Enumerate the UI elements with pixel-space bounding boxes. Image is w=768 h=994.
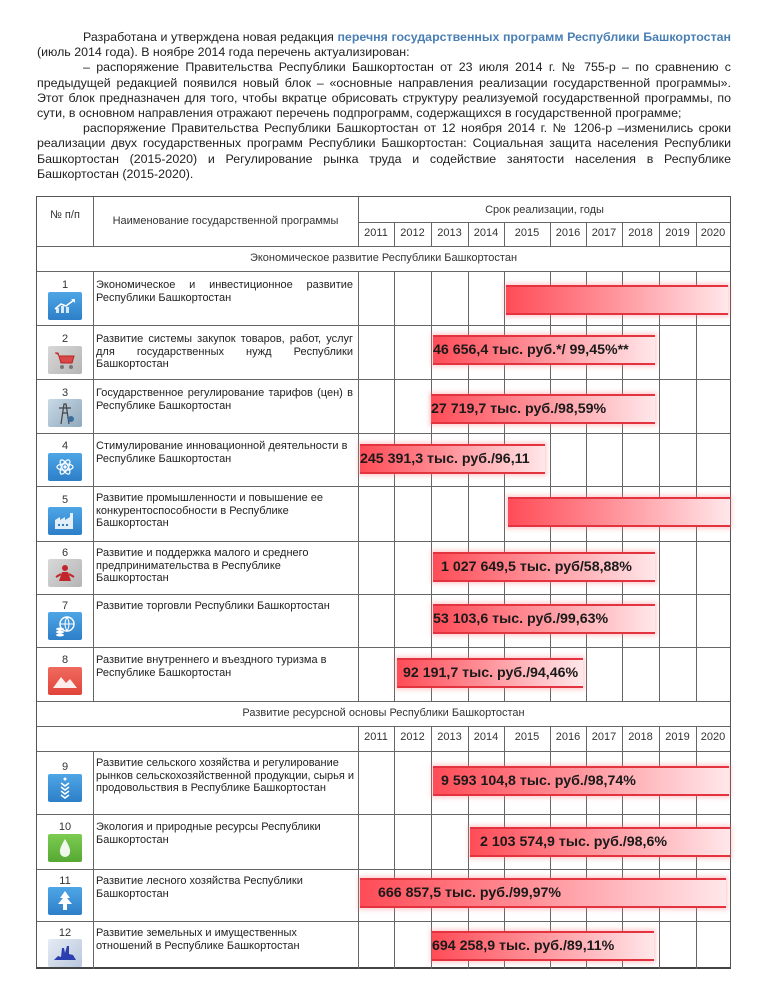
program-name: Развитие системы закупок товаров, работ, услуг для государственных нужд Республики Башкортостан <box>96 333 353 370</box>
divider <box>37 486 730 487</box>
divider <box>37 325 730 326</box>
timeline-bar: 666 857,5 тыс. руб./99,97% <box>360 878 726 908</box>
atom-icon <box>48 453 82 481</box>
program-name: Развитие промышленности и повышение ее конкурентоспособности в Республике Башкортостан <box>96 492 323 529</box>
entrepreneur-icon <box>48 559 82 587</box>
divider <box>358 271 359 701</box>
divider <box>659 271 660 701</box>
divider <box>586 222 587 246</box>
row-number: 5 <box>61 494 69 506</box>
row-number: 7 <box>61 600 69 612</box>
year-2014: 2014 <box>473 731 499 743</box>
section-title-resources: Развитие ресурсной основы Республики Башкортостан <box>242 707 525 719</box>
divider <box>37 246 730 247</box>
program-name: Экономическое и инвестиционное развитие Республики Башкортостан <box>96 279 353 304</box>
program-name: Развитие торговли Республики Башкортостан <box>96 600 330 612</box>
divider <box>93 271 94 701</box>
program-name: Развитие внутреннего и въездного туризма в Республике Башкортостан <box>96 654 327 679</box>
row-number: 3 <box>61 387 69 399</box>
year-2017: 2017 <box>591 227 617 239</box>
row-number: 10 <box>58 821 72 833</box>
row-number: 6 <box>61 547 69 559</box>
divider <box>358 726 359 969</box>
programs-list-link[interactable]: перечня государственных программ Республики Башкортостан <box>337 30 732 44</box>
divider <box>37 379 730 380</box>
timeline-bar <box>508 497 730 527</box>
program-name: Стимулирование инновационной деятельности в Республике Башкортостан <box>96 440 348 465</box>
programs-table <box>36 196 731 969</box>
chart-growth-icon <box>48 292 82 320</box>
year-2019: 2019 <box>665 731 690 743</box>
divider <box>358 197 359 246</box>
year-2015: 2015 <box>514 227 540 239</box>
divider <box>37 433 730 434</box>
year-2013: 2013 <box>437 731 462 743</box>
timeline-bar: 9 593 104,8 тыс. руб./98,74% <box>433 766 729 796</box>
section-title-economic: Экономическое развитие Республики Башкортостан <box>249 252 518 264</box>
divider <box>431 222 432 246</box>
timeline-bar: 27 719,7 тыс. руб./98,59% <box>431 394 655 424</box>
timeline-bar <box>506 285 728 315</box>
header-name: Наименование государственной программы <box>112 215 339 227</box>
divider <box>696 271 697 701</box>
year-2016: 2016 <box>555 731 581 743</box>
row-number: 11 <box>59 875 71 887</box>
water-drop-icon <box>48 834 82 862</box>
divider <box>622 222 623 246</box>
year-2016: 2016 <box>555 227 581 239</box>
intro-paragraph-3: распоряжение Правительства Республики Башкортостан от 12 ноября 2014 г. № 1206-р –изменились сроки реализации двух государственных программ Республики Башкортостан: Социальная защита населения Республики Башкортостан (2015-2020) и Регулирование рынка труда и содействие занятости населения в Республике Башкортостан (2015-2020). <box>37 121 731 181</box>
divider <box>37 541 730 542</box>
intro-paragraph-1: Разработана и утверждена новая редакция перечня государственных программ Республики Башкортостан (июль 2014 года). В ноябре 2014 года перечень актуализирован: <box>37 30 732 60</box>
year-2019: 2019 <box>665 227 690 239</box>
year-2017: 2017 <box>591 731 617 743</box>
header-period: Срок реализации, годы <box>485 204 604 216</box>
divider <box>394 726 395 969</box>
shopping-cart-icon <box>48 346 82 374</box>
year-header-row-1 <box>37 227 730 245</box>
timeline-bar: 694 258,9 тыс. руб./89,11% <box>432 931 654 961</box>
year-2020: 2020 <box>700 731 726 743</box>
divider <box>37 751 730 752</box>
timeline-bar: 2 103 574,9 тыс. руб./98,6% <box>470 827 730 857</box>
fir-tree-icon <box>48 887 82 915</box>
row-number: 8 <box>61 654 69 666</box>
row-number: 2 <box>61 333 69 345</box>
intro-paragraph-2: – распоряжение Правительства Республики Башкортостан от 23 июля 2014 г. № 755-р – по сравнению с предыдущей редакцией появился новый блок – «основные направления реализации государственной программы». Этот блок предназначен для того, чтобы вкратце обрисовать структуру реализуемой государственной программы, по сути, в основном направления отражают перечень подпрограмм, содержащихся в государственной программе; <box>37 60 731 121</box>
program-name: Развитие лесного хозяйства Республики Башкортостан <box>96 875 303 900</box>
divider <box>37 921 730 922</box>
divider <box>93 751 94 969</box>
year-2020: 2020 <box>700 227 726 239</box>
divider <box>37 726 730 727</box>
program-name: Развитие земельных и имущественных отношений в Республике Башкортостан <box>96 927 300 952</box>
trade-globe-icon <box>48 612 82 640</box>
divider <box>37 647 730 648</box>
divider <box>93 197 94 246</box>
year-2011: 2011 <box>364 731 388 743</box>
header-num: № п/п <box>50 209 80 221</box>
divider <box>550 222 551 246</box>
row-number: 1 <box>61 279 69 291</box>
timeline-bar: 245 391,3 тыс. руб./96,11 <box>360 444 545 474</box>
year-2013: 2013 <box>437 227 462 239</box>
year-2014: 2014 <box>473 227 499 239</box>
program-name: Экология и природные ресурсы Республики Башкортостан <box>96 821 321 846</box>
row-number: 12 <box>58 927 72 939</box>
timeline-bar: 92 191,7 тыс. руб./94,46% <box>397 658 583 688</box>
divider <box>37 814 730 815</box>
year-header-row-2 <box>37 731 730 749</box>
wheat-icon <box>48 774 82 802</box>
year-2015: 2015 <box>514 731 540 743</box>
year-2018: 2018 <box>628 731 653 743</box>
timeline-bar: 46 656,4 тыс. руб.*/ 99,45%** <box>433 335 655 365</box>
divider <box>468 222 469 246</box>
year-2011: 2011 <box>364 227 388 239</box>
land-property-icon <box>48 939 82 967</box>
intro-text <box>37 30 731 182</box>
divider <box>431 271 432 701</box>
divider <box>37 701 730 702</box>
divider <box>358 222 730 223</box>
program-name: Развитие и поддержка малого и среднего предпринимательства в Республике Башкортостан <box>96 547 309 584</box>
divider <box>37 869 730 870</box>
row-number: 9 <box>61 761 69 773</box>
timeline-bar: 1 027 649,5 тыс. руб/58,88% <box>433 552 655 582</box>
divider <box>394 222 395 246</box>
factory-icon <box>48 507 82 535</box>
program-name: Государственное регулирование тарифов (цен) в Республике Башкортостан <box>96 387 353 412</box>
divider <box>37 594 730 595</box>
year-2018: 2018 <box>628 227 653 239</box>
row-number: 4 <box>61 440 69 452</box>
power-tower-icon <box>48 399 82 427</box>
year-2012: 2012 <box>400 731 425 743</box>
program-name: Развитие сельского хозяйства и регулирование рынков сельскохозяйственной продукции, сырья и продовольствия в Республике Башкортостан <box>96 757 355 794</box>
divider <box>504 222 505 246</box>
divider <box>659 222 660 246</box>
divider <box>394 271 395 701</box>
divider <box>696 222 697 246</box>
timeline-bar: 53 103,6 тыс. руб./99,63% <box>433 604 655 634</box>
divider <box>37 271 730 272</box>
mountains-icon <box>48 667 82 695</box>
year-2012: 2012 <box>400 227 425 239</box>
